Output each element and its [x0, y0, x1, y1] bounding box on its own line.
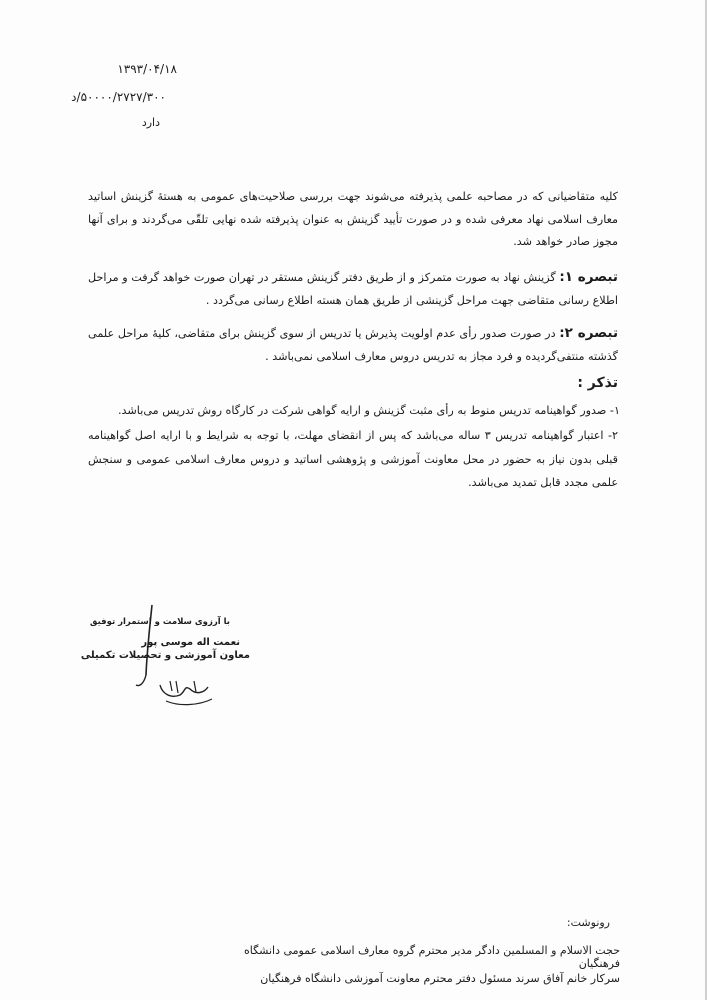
- intro-paragraph: [88, 186, 618, 254]
- signatory-name: نعمت اله موسی پور: [141, 637, 240, 648]
- intro-text: کلیه متقاضیانی که در مصاحبه علمی پذیرفته می‌شوند جهت بررسی صلاحیت‌های عمومی به هستهٔ گزینش اساتید معارف اسلامی نهاد معرفی شده و در صورت تأیید گزینش به عنوان پذیرفته شده نهایی تلقّی می‌گردند و برای آنها مجوز صادر خواهد شد.: [88, 190, 618, 248]
- reminder-title: تذکر :: [577, 375, 618, 391]
- cc-label: رونوشت:: [566, 916, 610, 929]
- signatory-title: معاون آموزشی و تحصیلات تکمیلی: [80, 650, 250, 661]
- signature-greeting: با آرزوی سلامت و استمرار توفیق: [89, 617, 230, 627]
- note-1-label: تبصره ۱:: [559, 269, 619, 285]
- note-1-text: گزینش نهاد به صورت متمرکز و از طریق دفتر گزینش مستقر در تهران صورت خواهد گرفت و مراحل اطلاع رسانی متقاضی جهت مراحل گزینشی از طریق همان هسته اطلاع رسانی می‌گردد .: [88, 271, 618, 307]
- note-2-label: تبصره ۲:: [559, 325, 619, 341]
- reminder-item-2: ۲- اعتبار گواهینامه تدریس ۳ ساله می‌باشد که پس از انقضای مهلت، با توجه به شرایط و با ارایه اصل گواهینامه قبلی بدون نیاز به حضور در محل معاونت آموزشی و پژوهشی اساتید و دروس معارف اسلامی عمومی و سنجش علمی مجدد قابل تمدید می‌باشد.: [88, 429, 619, 489]
- note-1: [88, 266, 618, 312]
- note-2: [88, 322, 618, 368]
- note-2-text: در صورت صدور رأی عدم اولویت پذیرش یا تدریس از سوی گزینش برای متقاضی، کلیهٔ مراحل علمی گذشته منتفی‌گردیده و فرد مجاز به تدریس دروس معارف اسلامی نمی‌باشد .: [88, 327, 618, 363]
- cc-line-2: سرکار خانم آفاق سرند مسئول دفتر محترم معاونت آموزشی دانشگاه فرهنگیان: [260, 972, 620, 985]
- letter-date: ۱۳۹۳/۰۴/۱۸: [117, 62, 177, 76]
- cc-line-1: حجت الاسلام و المسلمین دادگر مدیر محترم گروه معارف اسلامی عمومی دانشگاه فرهنگیان: [243, 944, 620, 970]
- reminder-item-1: ۱- صدور گواهینامه تدریس منوط به رأی مثبت گزینش و ارایه گواهی شرکت در کارگاه روش تدریس می‌باشد.: [118, 404, 620, 417]
- attachment-status: دارد: [141, 116, 160, 129]
- letter-number: ۵۰۰۰۰/۲۷۲۷/۳۰۰/د: [71, 90, 166, 104]
